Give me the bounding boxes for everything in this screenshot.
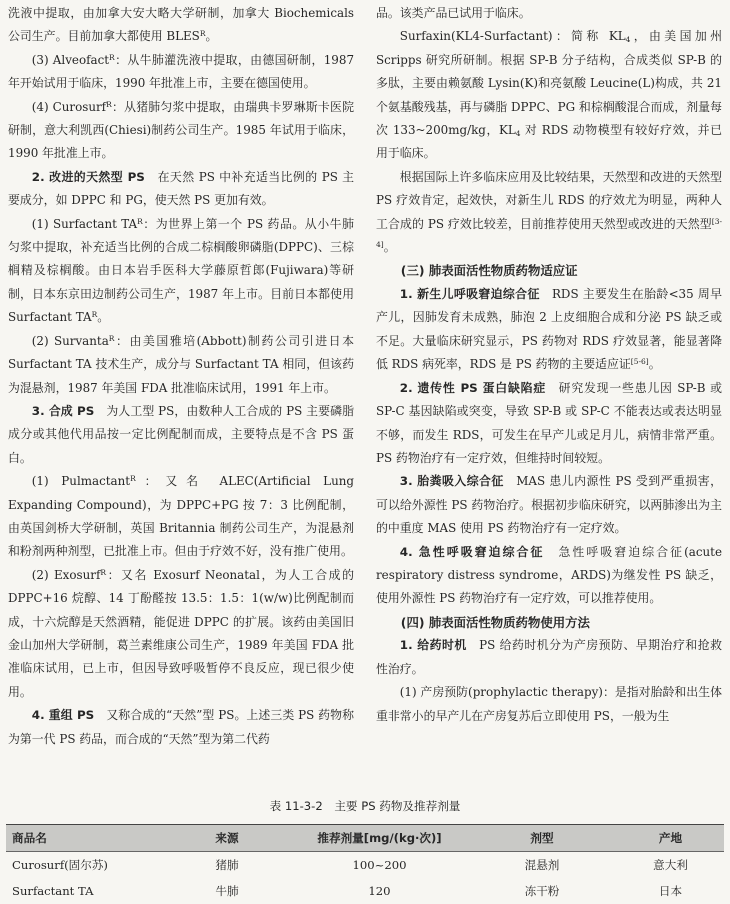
subscript: 4 [515, 129, 521, 139]
text: RDS 主要发生在胎龄<35 周早产儿，因肺发育未成熟，肺泡 2 上皮细胞合成和分泌 PS 缺乏或不足。大量临床研究显示，PS 药物对 RDS 疗效显著，能显著降低 RDS 病死率，RDS 是 PS 药物的主要适应证 [376, 287, 722, 372]
cell-form: 混悬剂 [524, 858, 560, 872]
text: ：为世界上第一个 PS 药品。从小牛肺匀浆中提取，补充适当比例的合成二棕榈酸卵磷脂(DPPC)、三棕榈精及棕榈酸。由日本岩手医科大学藤原哲郎(Fujiwara)等研制，日本东京田边制药公司生产，1987 年上市。目前日本都使用 Surfactant TA [8, 216, 354, 325]
paragraph-prophylactic [376, 681, 722, 728]
superscript: R [106, 99, 112, 109]
table-row [6, 852, 724, 879]
paragraph-alveofact [8, 49, 354, 96]
col-header-product: 商品名 [6, 825, 162, 852]
text: 急性呼吸窘迫综合征(acute respiratory distress syndrome，ARDS)为继发性 PS 缺乏，使用外源性 PS 药物治疗有一定疗效，可以推荐使用。 [376, 544, 722, 606]
text: 洗液中提取，由加拿大安大略大学研制，加拿大 Biochemicals 公司生产。目前加拿大都使用 BLES [8, 6, 354, 44]
text: (1) Surfactant TA [31, 216, 138, 231]
text: 为人工型 PS，由数种人工合成的 PS 主要磷脂成分或其他代用品按一定比例配制而成，主要特点是不含 PS 蛋白。 [8, 403, 354, 465]
text: 又称合成的“天然”型 PS。上述三类 PS 药物称为第一代 PS 药品，而合成的“天然”型为第二代药 [8, 708, 354, 746]
section-heading: 1. 给药时机 [399, 638, 467, 653]
paragraph-genetic-deficiency [376, 377, 722, 471]
cell-dose: 120 [368, 884, 391, 898]
subscript: 4 [625, 35, 631, 45]
col-header-origin: 产地 [617, 825, 724, 852]
text: (2) Survanta [31, 333, 109, 348]
text: (2) Exosurf [31, 567, 101, 582]
text: Surfaxin(KL4-Surfactant)：简称 KL [399, 29, 626, 44]
cell-source: 牛肺 [215, 884, 239, 898]
text: ，由美国加州 Scripps 研究所研制。根据 SP-B 分子结构，合成类似 SP-B 的多肽，主要由赖氨酸 Lysin(K)和亮氨酸 Leucine(L)构成，共 21 个氨基酸残基，再与磷脂 DPPC、PG 和棕榈酸混合而成，剂量每次 133~200mg/kg，KL [376, 29, 722, 138]
section-heading: 1. 新生儿呼吸窘迫综合征 [399, 287, 540, 302]
text: ：又名 ALEC(Artificial Lung Expanding Compound)，为 DPPC+PG 按 7：3 比例配制，由英国剑桥大学研制，英国 Britannia 制药公司生产，为混悬剂和粉剂两种剂型，已批准上市。但由于疗效不好，没有推广使用。 [8, 474, 354, 559]
table-caption: 表 11-3-2 主要 PS 药物及推荐剂量 [269, 799, 461, 813]
paragraph-ards [376, 541, 722, 611]
superscript: R [130, 474, 136, 484]
section-heading: 4. 重组 PS [31, 708, 95, 723]
cell-product: Surfactant TA [12, 884, 94, 898]
text: 研究发现一些患儿因 SP-B 或 SP-C 基因缺陷或突变，导致 SP-B 或 SP-C 不能表达或表达明显不够，而发生 RDS，可发生在早产儿或足月儿，病情非常严重。PS 药物治疗有一定疗效，但维持时间较短。 [376, 380, 722, 465]
paragraph-surfaxin [376, 25, 722, 165]
section-heading: 4. 急性呼吸窘迫综合征 [399, 544, 545, 559]
paragraph-curosurf [8, 96, 354, 166]
heading-indications: (三) 肺表面活性物质药物适应证 [400, 263, 578, 279]
text: ：又名 Exosurf Neonatal，为人工合成的 DPPC+16 烷醇、14 丁酚醛按 13.5：1.5：1(w/w)比例配制而成，十六烷醇是天然酒精，能促进 DPPC 的扩展。该药由美国旧金山加州大学研制，葛兰素维康公司生产，1989 年美国 FDA 批准临床试用，已上市，但因导致呼吸暂停不良反应，现已很少使用。 [8, 567, 354, 699]
superscript: R [199, 29, 206, 39]
table-header-row [6, 825, 724, 852]
cell-origin: 意大利 [653, 858, 688, 872]
text: 根据国际上许多临床应用及比较结果，天然型和改进的天然型 PS 疗效肯定，起效快，对新生儿 RDS 的疗效尤为明显，两种人工合成的 PS 疗效比较差，目前推荐使用天然型或改进的天然型 [376, 169, 722, 231]
text: 品。该类产品已试用于临床。 [376, 6, 531, 20]
cell-origin: 日本 [658, 884, 683, 898]
section-heading: 3. 合成 PS [31, 403, 95, 418]
text: 对 RDS 动物模型有较好疗效，并已用于临床。 [376, 123, 722, 161]
paragraph-survanta [8, 330, 354, 400]
text: 。 [97, 310, 110, 325]
drug-dosage-table [6, 824, 724, 904]
text: ：从牛肺灌洗液中提取，由德国研制，1987 年开始试用于临床，1990 年批准上市，主要在德国使用。 [8, 52, 355, 91]
right-column [376, 2, 722, 728]
cell-source: 猪肺 [215, 858, 239, 872]
superscript: R [137, 216, 143, 226]
superscript: R [100, 567, 107, 577]
citation: [3-4] [376, 216, 722, 250]
text: ：从猪肺匀浆中提取，由瑞典卡罗琳斯卡医院研制，意大利凯西(Chiesi)制药公司生产。1985 年试用于临床，1990 年批准上市。 [8, 99, 354, 161]
superscript: R [109, 52, 115, 62]
citation: [5-6] [630, 357, 649, 367]
text: (4) Curosurf [31, 99, 107, 114]
text: (1) 产房预防(prophylactic therapy)：是指对胎龄和出生体重非常小的早产儿在产房复苏后立即使用 PS，一般为生 [376, 685, 722, 723]
paragraph-continued [376, 2, 722, 25]
section-heading: 2. 改进的天然型 PS [31, 169, 145, 184]
drug-table-section [0, 796, 730, 904]
text: ：由美国雅培(Abbott)制药公司引进日本 Surfactant TA 技术生产，成分与 Surfactant TA 相同，但该药为混悬剂，1987 年美国 FDA 批准临床试用，1991 年上市。 [8, 333, 354, 395]
text: 。 [383, 240, 396, 255]
text: 。 [648, 357, 661, 372]
paragraph-recommendation [376, 166, 722, 260]
cell-dose: 100~200 [352, 858, 407, 872]
section-heading: 2. 遗传性 PS 蛋白缺陷症 [399, 380, 546, 395]
heading-usage: (四) 肺表面活性物质药物使用方法 [400, 614, 590, 630]
paragraph-surfactant-ta [8, 213, 354, 330]
text: (3) Alveofact [31, 52, 110, 67]
col-header-dose: 推荐剂量[mg/(kg·次)] [292, 825, 467, 852]
text: 在天然 PS 中补充适当比例的 PS 主要成分，如 DPPC 和 PG，使天然 PS 更加有效。 [8, 169, 354, 208]
col-header-form: 剂型 [467, 825, 617, 852]
paragraph-pulmactant [8, 470, 354, 564]
table-row [6, 878, 724, 904]
paragraph-mas [376, 470, 722, 540]
superscript: R [108, 333, 115, 343]
paragraph-timing [376, 634, 722, 681]
paragraph-improved-natural-ps [8, 166, 354, 213]
paragraph-recombinant-ps [8, 704, 354, 751]
section-heading: 3. 胎粪吸入综合征 [399, 474, 504, 489]
cell-product: Curosurf(固尔苏) [12, 858, 108, 872]
text: 。 [205, 29, 218, 44]
paragraph-exosurf [8, 564, 354, 704]
left-column [8, 2, 354, 751]
text: (1) Pulmactant [31, 474, 131, 489]
paragraph-bles [8, 2, 354, 49]
text: PS 给药时机分为产房预防、早期治疗和抢救性治疗。 [376, 638, 722, 676]
col-header-source: 来源 [162, 825, 292, 852]
paragraph-rds [376, 283, 722, 377]
superscript: R [91, 310, 98, 320]
paragraph-synthetic-ps [8, 400, 354, 470]
cell-form: 冻干粉 [524, 884, 560, 898]
text: MAS 患儿内源性 PS 受到严重损害，可以给外源性 PS 药物治疗。根据初步临床研究，以两肺渗出为主的中重度 MAS 使用 PS 药物治疗有一定疗效。 [376, 474, 722, 536]
